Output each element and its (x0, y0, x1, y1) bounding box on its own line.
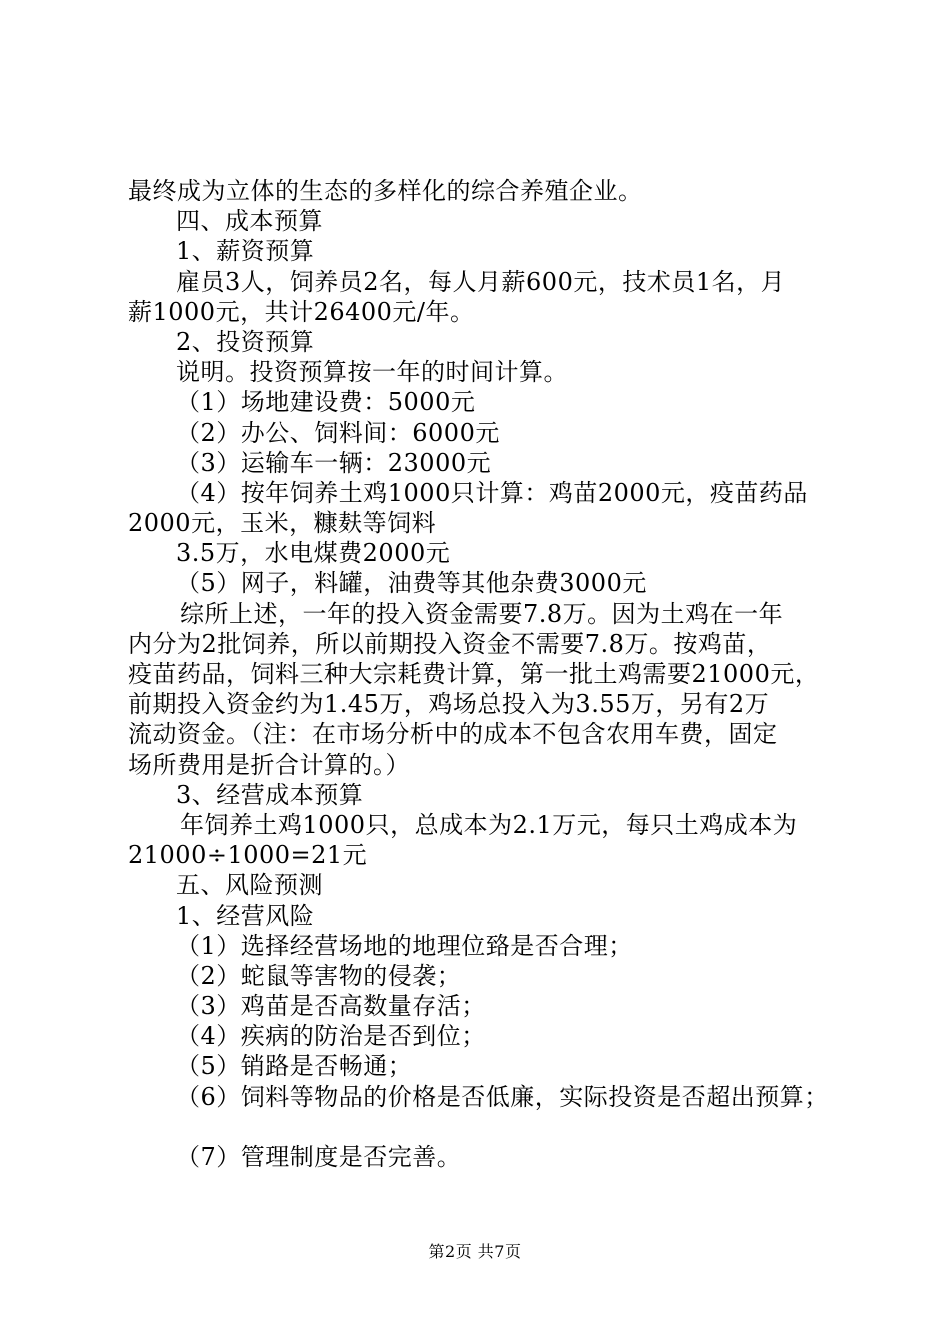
paragraph-line: 综所上述，一年的投入资金需要7.8万。因为土鸡在一年 (180, 599, 784, 628)
subsection-heading: 2、投资预算 (176, 327, 315, 356)
list-item: （4）疾病的防治是否到位； (176, 1022, 486, 1051)
paragraph-line: 流动资金。（注：在市场分析中的成本不包含农用车费，固定 (128, 720, 778, 749)
list-item: （3）鸡苗是否高数量存活； (176, 992, 486, 1021)
section-heading: 五、风险预测 (176, 871, 323, 900)
list-item: （4）按年饲养土鸡1000只计算：鸡苗2000元，疫苗药品 (176, 478, 808, 507)
paragraph-line: 2000元，玉米，糠麸等饲料 (128, 509, 437, 538)
document-body (128, 176, 838, 1172)
list-item: （2）蛇鼠等害物的侵袭； (176, 961, 462, 990)
paragraph-line: 前期投入资金约为1.45万，鸡场总投入为3.55万，另有2万 (128, 690, 770, 719)
blank-line (128, 1112, 838, 1142)
list-item: （7）管理制度是否完善。 (176, 1143, 462, 1171)
subsection-heading: 3、经营成本预算 (176, 780, 364, 809)
list-item: （6）饲料等物品的价格是否低廉，实际投资是否超出预算； (176, 1082, 829, 1111)
section-heading: 四、成本预算 (176, 207, 323, 236)
paragraph-line: 内分为2批饲养，所以前期投入资金不需要7.8万。按鸡苗， (128, 629, 772, 658)
paragraph-line: 3.5万，水电煤费2000元 (176, 539, 451, 568)
paragraph-line: 薪1000元，共计26400元/年。 (128, 297, 475, 326)
paragraph-line: 场所费用是折合计算的。） (128, 750, 410, 779)
subsection-heading: 1、经营风险 (176, 901, 315, 930)
list-item: （3）运输车一辆：23000元 (176, 448, 492, 477)
list-item: （2）办公、饲料间：6000元 (176, 418, 500, 447)
paragraph-line: 疫苗药品，饲料三种大宗耗费计算，第一批土鸡需要21000元， (128, 660, 820, 688)
list-item: （1）选择经营场地的地理位臵是否合理； (176, 931, 633, 960)
paragraph-line: 21000÷1000=21元 (128, 841, 368, 870)
paragraph-line: 最终成为立体的生态的多样化的综合养殖企业。 (128, 177, 643, 205)
list-item: （5）网子，料罐，油费等其他杂费3000元 (176, 569, 647, 598)
list-item: （5）销路是否畅通； (176, 1052, 413, 1081)
page-number-footer: 第2页 共7页 (428, 1242, 522, 1261)
list-item: （1）场地建设费：5000元 (176, 388, 476, 417)
paragraph-line: 雇员3人，饲养员2名，每人月薪600元，技术员1名，月 (176, 267, 786, 296)
subsection-heading: 1、薪资预算 (176, 237, 315, 266)
paragraph-line: 说明。投资预算按一年的时间计算。 (176, 358, 568, 387)
paragraph-line: 年饲养土鸡1000只，总成本为2.1万元，每只土鸡成本为 (180, 810, 798, 839)
